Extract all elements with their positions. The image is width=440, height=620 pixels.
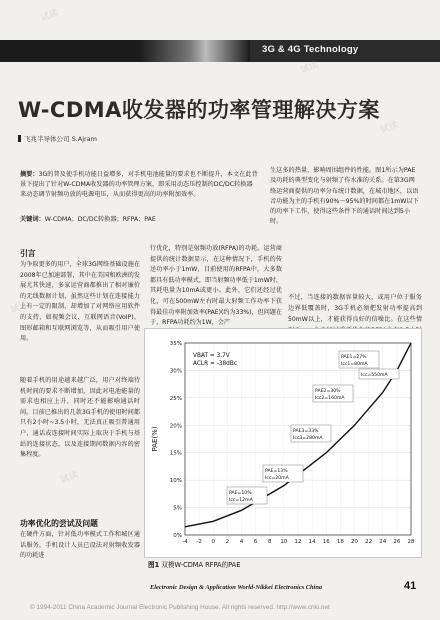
y-axis-label: PAE(%) [151, 426, 159, 452]
figure-number: 图1 [148, 561, 160, 569]
x-tick-label: 22 [365, 539, 373, 545]
x-tick-label: 2 [225, 539, 230, 545]
author-line [18, 134, 97, 143]
pae-chart [144, 328, 422, 558]
annotation-label: PAE=13% [265, 469, 288, 474]
page-number: 41 [404, 580, 417, 592]
y-tick-label: 35% [169, 341, 182, 347]
author-name: 飞兆半导体公司 S.Ajram [24, 135, 97, 143]
y-tick-label: 25% [169, 395, 182, 402]
annotation-label: PAE2=30% [315, 389, 341, 394]
author-marker-icon [18, 135, 21, 142]
section-header: 3G & 4G Technology [262, 44, 359, 55]
pae-chart-svg [145, 329, 421, 557]
abstract-text: 3G的普及使手机功能日益增多，对手机电池能量的要求也不断提升，本文在此背景下提出了针对W-CDMA收发器的功率管理方案，即采用动态压控制的DC/DC转换器来动态调节射频功放的电源电压，从而获得更高的功率附加效率。 [20, 171, 258, 198]
watermark: 试读 [39, 8, 60, 24]
middle-paragraph: 行优化，特别是射频功放(RFPA)的功耗。运营商提供的统计数据显示，在这种情况下，手机的传送功率小于1mW，目前使用的RFPA中，大多数都具有低功率模式，即当射频功率低于1mW时，其耗电量为10mA或更小。此外，它们还经过优化，可在500mW左右时最大射频工作功率下获得最佳功率附加效率(PAE)(约为33%)，但问题在于，RFPA功耗约为1W，会产 [150, 245, 282, 327]
abstract-label: 摘要： [20, 171, 39, 178]
keywords-label: 关键词： [20, 216, 45, 223]
y-tick-label: 5% [173, 505, 182, 512]
x-tick-label: 16 [322, 539, 330, 545]
magazine-name: Electronic Design & Application World-Nikkei Electronics China [150, 584, 323, 591]
x-tick-label: 8 [268, 539, 272, 545]
optimization-paragraph: 在硬件方面，针对低功率模式工作和城区通话服务，手机设计人员已设法对射频收发器的功耗进 [20, 531, 140, 560]
annotation-label: Icc=12mA [229, 498, 253, 503]
intro-heading: 引言 [20, 249, 36, 258]
figure-title: 双模W-CDMA RFPA的PAE [161, 561, 241, 569]
y-tick-label: 10% [169, 478, 182, 485]
copyright-notice: © 1994-2011 China Academic Journal Electronic Publishing House. All rights reserved. http://www.cnki.net [30, 604, 330, 611]
annotation-label: Icc=20mA [265, 476, 289, 481]
x-tick-label: 6 [253, 539, 258, 545]
header-gradient [140, 40, 250, 62]
x-tick-label: 20 [351, 539, 358, 545]
x-tick-label: 0 [211, 539, 215, 545]
annotation-label: PAE1=27% [341, 355, 367, 360]
y-tick-label: 30% [169, 368, 182, 375]
condition-label: VBAT = 3.7V [193, 353, 230, 359]
optimization-heading: 功率优化的尝试及问题 [20, 519, 98, 528]
y-tick-label: 15% [169, 450, 182, 457]
figure-caption [148, 559, 240, 569]
watermark: 试读 [299, 60, 320, 76]
condition-label: ACLR = -38dBc [193, 361, 238, 367]
right-paragraph: 不过，当连接的数据容量较大，或用户位于服务边界低覆盖时，3G手机必须把发射功率提高到50mW以上，才能获得良好的信噪比。在这些情 [288, 294, 422, 323]
keywords [20, 214, 258, 223]
x-tick-label: 28 [407, 539, 415, 545]
intro-paragraph-2: 随着手机的用途越来越广泛，用户对终端待机时间的要求不断增加，因此对电池能量的需求也相应上升，同时还不能影响通话时间。目前已推出的几款3G手机的使用时间都只有2小时~3.5小时，无法真正吸引普通用户，通话或连接时间实际上取决于手机与基站的连接状态，以及连接期间数据内容的密集程度。 [20, 377, 140, 459]
watermark: 试读 [9, 300, 30, 316]
keywords-text: W-CDMA；DC/DC转换器；RFPA；PAE [44, 216, 156, 223]
annotation-label: PAE=10% [229, 491, 252, 496]
annotation-label: Icc2=160mA [315, 396, 345, 401]
watermark: 试读 [59, 470, 80, 486]
annotation-label: Icc=550mA [361, 373, 388, 378]
y-tick-label: 0% [173, 533, 182, 539]
x-tick-label: 10 [280, 539, 288, 545]
x-tick-label: 24 [379, 539, 387, 545]
x-tick-label: 18 [336, 539, 344, 545]
intro-right-paragraph: 生这多的热量，影响周围组件的性能。图1所示为PAE及功耗的典型变化与射频了作水准的关系。在第3G网络运营商提供的功率分布统计数据，在城市地区，以语音功能为主的手机有90%～95%的时间都在1mW以下的功率下工作，使得这些条件下的通话时间达到5小时。 [270, 167, 419, 226]
abstract [20, 170, 258, 200]
annotation-label: PAE3=33% [293, 429, 319, 434]
watermark: 试读 [379, 120, 400, 136]
x-tick-label: 4 [239, 539, 244, 545]
x-tick-label: -4 [182, 539, 188, 545]
annotation-label: Icc3=280mA [293, 436, 323, 441]
intro-paragraph: 为争取更多的用户，全球3G网络基础设施在2008年已加速部署，其中在美国和欧洲的发展尤其快速，多家运营商都推出了相对廉价的无线数据计划，虽然这些计划在连接能力上有一定的限制，却增加了对网络应用软件的支持，如视频会议、互联网语音(VoIP)、图形邮箱和互联网浏览等，从而吸引用户使用。 [20, 261, 140, 343]
x-tick-label: 12 [294, 539, 302, 545]
article-title: W-CDMA收发器的功率管理解决方案 [18, 98, 380, 122]
x-tick-label: 14 [308, 539, 316, 545]
x-tick-label: 26 [393, 539, 401, 545]
y-tick-label: 20% [169, 423, 182, 430]
annotation-label: Icc1=80mA [341, 362, 368, 367]
x-tick-label: -2 [196, 539, 202, 545]
